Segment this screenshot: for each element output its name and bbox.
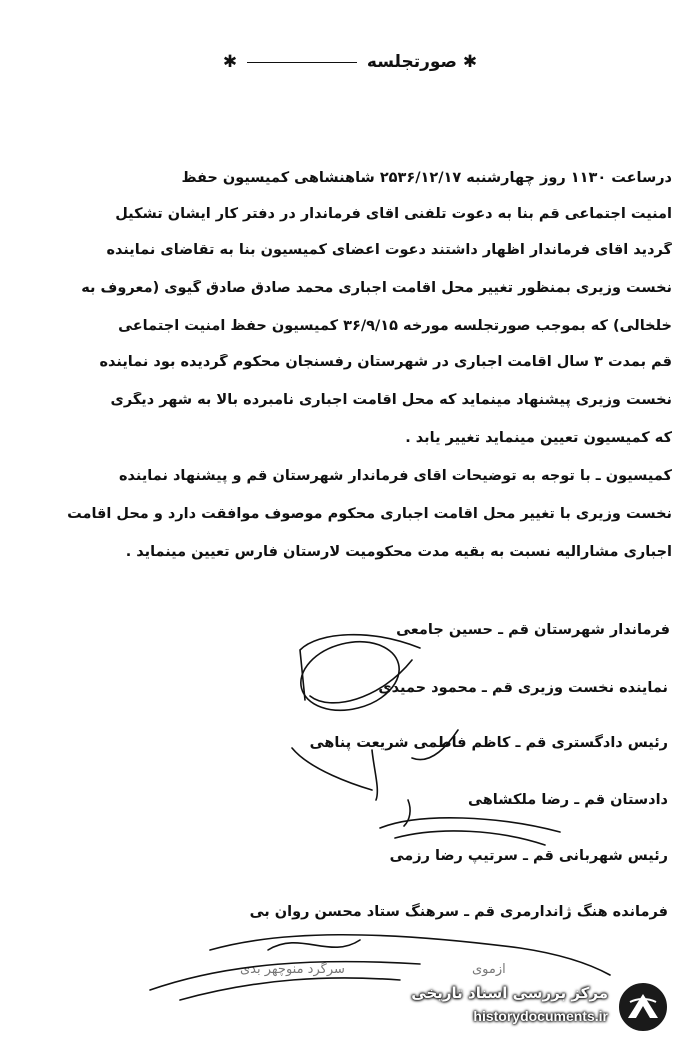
star-icon: ✱ xyxy=(222,52,238,72)
title-text: صورتجلسه xyxy=(366,52,457,72)
signature-scribble xyxy=(292,748,372,790)
body-line: که کمیسیون تعیین مینماید تغییر یابد . xyxy=(405,430,672,446)
watermark-url: historydocuments.ir xyxy=(473,1008,608,1024)
signature-line-gendarmerie: فرمانده هنگ ژاندارمری قم ـ سرهنگ ستاد محسن روان بی xyxy=(249,904,668,920)
signature-scribble xyxy=(404,800,410,826)
watermark-logo xyxy=(408,978,678,1036)
body-line: خلخالی) که بموجب صورتجلسه مورخه ۳۶/۹/۱۵ کمیسیون حفظ امنیت اجتماعی xyxy=(118,318,672,334)
star-icon: ✱ xyxy=(462,52,478,72)
watermark-org: مرکز بررسی اسناد تاریخی xyxy=(411,984,608,1002)
signature-line-police: رئیس شهربانی قم ـ سرتیپ رضا رزمی xyxy=(389,848,668,864)
body-line: نخست وزیری پیشنهاد مینماید که محل اقامت اجباری نامبرده بالا به شهر دیگری xyxy=(110,392,672,408)
body-line: نخست وزیری با تغییر محل اقامت اجباری محکوم موصوف موافقت دارد و محل اقامت xyxy=(67,506,672,522)
document-body xyxy=(28,0,672,580)
archive-logo-icon xyxy=(616,980,670,1034)
signature-scribble xyxy=(372,750,377,800)
signature-line-pm-representative: نماینده نخست وزیری قم ـ محمود حمیدی xyxy=(378,680,668,696)
body-line: گردید آقای فرماندار اظهار داشتند دعوت اعضای کمیسیون بنا به تقاضای نماینده xyxy=(106,242,672,258)
signature-line-judiciary: رئیس دادگستری قم ـ کاظم فاطمی شریعت پناهی xyxy=(309,735,668,751)
signature-line-governor: فرماندار شهرستان قم ـ حسین جامعی xyxy=(396,622,670,638)
signature-scribble xyxy=(395,831,545,845)
signature-line-prosecutor: دادستان قم ـ رضا ملکشاهی xyxy=(468,792,668,808)
signature-scribble xyxy=(380,818,560,832)
body-line: درساعت ۱۱۳۰ روز چهارشنبه ۲۵۳۶/۱۲/۱۷ شاهنشاهی کمیسیون حفظ xyxy=(181,170,672,186)
body-line: اجباری مشارالیه نسبت به بقیه مدت محکومیت لارستان فارس تعیین مینماید . xyxy=(125,544,672,560)
body-line: امنیت اجتماعی قم بنا به دعوت تلفنی آقای فرماندار در دفتر کار ایشان تشکیل xyxy=(115,206,672,222)
signature-scribble xyxy=(180,978,400,1000)
faded-signature-left: ازموی xyxy=(472,962,506,977)
faded-signature-right: سرگرد منوچهر بدی xyxy=(240,962,345,977)
signature-scribble-oval xyxy=(294,632,407,720)
body-line: کمیسیون ـ با توجه به توضیحات آقای فرماندار شهرستان قم و پیشنهاد نماینده xyxy=(119,468,672,484)
body-line: قم بمدت ۳ سال اقامت اجباری در شهرستان رفسنجان محکوم گردیده بود نماینده xyxy=(99,354,672,370)
body-line: نخست وزیری بمنظور تغییر محل اقامت اجباری محمد صادق صادق گیوی (معروف به xyxy=(81,280,672,296)
signature-scribble xyxy=(268,940,360,950)
